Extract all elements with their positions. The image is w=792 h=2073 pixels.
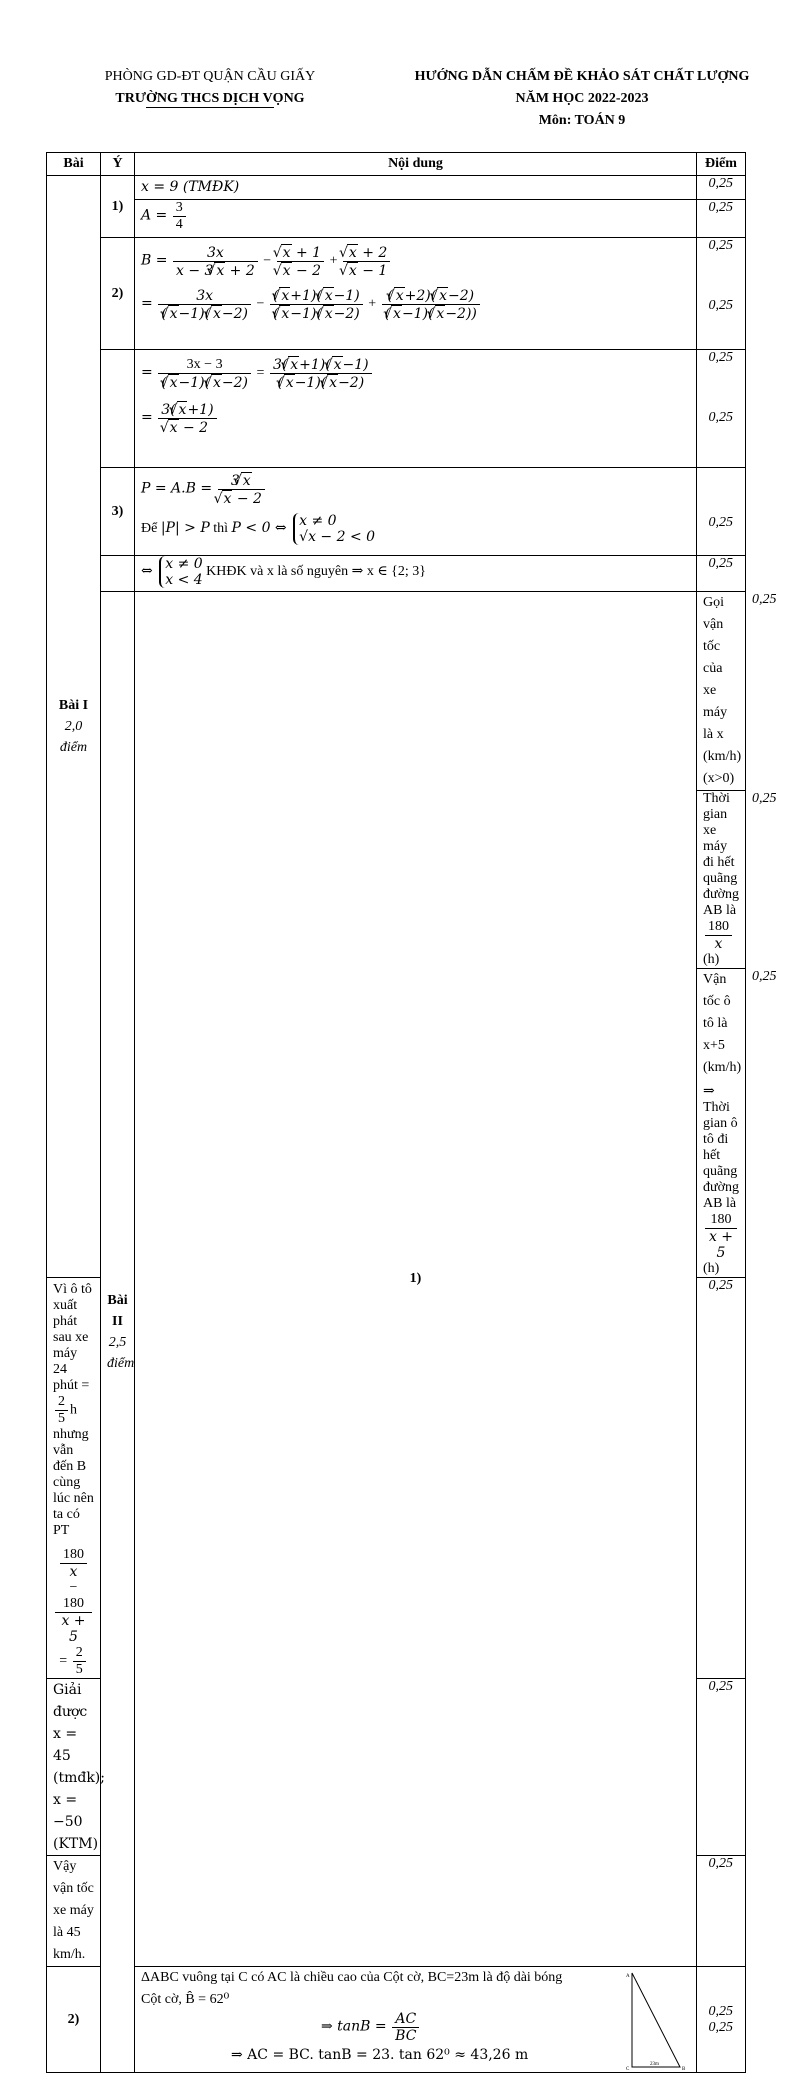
- y-1-label: 1): [101, 176, 135, 238]
- score-cell: 0,25: [697, 176, 746, 200]
- table-row: [47, 1967, 746, 2073]
- content-cell: Gọi vận tốc của xe máy là x (km/h) (x>0): [697, 592, 746, 791]
- score-cell: 0,25 0,25: [697, 1967, 746, 2073]
- content-cell: [135, 200, 697, 238]
- y-2-2-label: 2): [47, 1967, 101, 2073]
- y-3-label: 3): [101, 468, 135, 556]
- bai-2-points-unit: điểm: [107, 1356, 135, 1371]
- score-cell: 0,25: [697, 1679, 746, 1856]
- tri-label-a: A: [626, 1974, 630, 1979]
- content-cell: ΔABC vuông tại C có AC là chiều cao của Cột cờ, BC=23m là độ dài bóng Cột cờ, B̂ = 62⁰ ⇒ tanB = $\frac{AC}{BC}$ ⇒ AC = BC. tanB = 23. tan 62⁰ ≈ 43,26 m A C B 23m: [135, 1967, 697, 2073]
- score-cell: 0,25 0,25: [697, 238, 746, 350]
- tri-label-c: C: [626, 2067, 630, 2072]
- header-left: [60, 66, 360, 108]
- bai-1-label: Bài I: [58, 698, 89, 713]
- y-2-1-label: 1): [135, 592, 697, 1967]
- table-row: Vận tốc ô tô là x+5 (km/h) ⇒ Thời gian ô tô đi hết quãng đường AB là $\frac{180}{x + 5}$ (h) 0,25: [47, 969, 746, 1278]
- a-den: 4: [173, 216, 186, 233]
- content-cell: Vận tốc ô tô là x+5 (km/h) ⇒ Thời gian ô tô đi hết quãng đường AB là $\frac{180}{x + 5}$ (h): [697, 969, 746, 1278]
- a-lhs: A =: [141, 207, 168, 224]
- content-cell: Vì ô tô xuất phát sau xe máy 24 phút = $\frac{2}{5}$ h nhưng vẫn đến B cùng lúc nên ta có PT $\frac{180}{x}$ − $\frac{180}{x + 5}$ = $\frac{2}{5}$: [47, 1278, 101, 1679]
- score-cell: 0,25: [697, 468, 746, 556]
- flagpole-triangle: [626, 1971, 688, 2071]
- col-header-y: Ý: [101, 153, 135, 176]
- col-header-content: Nội dung: [135, 153, 697, 176]
- content-cell: [135, 350, 697, 468]
- col-header-bai: Bài: [47, 153, 101, 176]
- table-row: [47, 238, 746, 350]
- y-empty: [101, 350, 135, 468]
- bai-1-points-unit: điểm: [59, 740, 88, 755]
- score-cell: 0,25: [697, 200, 746, 238]
- col-header-score: Điểm: [697, 153, 746, 176]
- doc-title: HƯỚNG DẪN CHẤM ĐỀ KHẢO SÁT CHẤT LƯỢNG: [414, 69, 750, 84]
- table-row: Thời gian xe máy đi hết quãng đường AB là $\frac{180}{x}$ (h) 0,25: [47, 791, 746, 969]
- bai-2-points: 2,5: [108, 1335, 127, 1350]
- a-fraction: [173, 200, 186, 233]
- bai-1-cell: [47, 176, 101, 1278]
- y-2-label: 2): [101, 238, 135, 350]
- content-cell: ⇔ x ≠ 0 x < 4 KHĐK và x là số nguyên ⇒ x ∈ {2; 3}: [135, 556, 697, 592]
- department-name: PHÒNG GD-ĐT QUẬN CẦU GIẤY: [104, 69, 316, 84]
- equation: $\frac{180}{x}$ − $\frac{180}{x + 5}$ = $\frac{2}{5}$: [53, 1547, 94, 1678]
- score-cell: 0,25: [697, 1278, 746, 1679]
- b-common-denominator: = $\frac{3x}{(√ x-1)(√ x-2)}$ − $\frac{(√ x+1)(√ x-1)}{(√ x-1)(√ x-2)}$ + $\frac{(√ x+2)(√ x-2)}{(√ x-1)(√ x-2))}$: [141, 287, 690, 322]
- content-cell: Giải được x = 45 (tmđk); x = −50 (KTM): [47, 1679, 101, 1856]
- header-right: [392, 66, 772, 132]
- score-cell: 0,25: [697, 556, 746, 592]
- table-row: [47, 200, 746, 238]
- table-row: Bài II 2,5 điểm 1) Gọi vận tốc của xe máy là x (km/h) (x>0) 0,25: [47, 592, 746, 791]
- bai-1-points: 2,0: [64, 719, 83, 734]
- table-row: [47, 176, 746, 200]
- score-cell: 0,25 0,25: [697, 350, 746, 468]
- content-cell: Thời gian xe máy đi hết quãng đường AB là $\frac{180}{x}$ (h): [697, 791, 746, 969]
- p-definition: P = A.B = 3√ x √ x − 2: [141, 472, 690, 507]
- bai-2-label: Bài: [107, 1293, 128, 1308]
- school-name: TRƯỜNG THCS DỊCH VỌNG: [115, 91, 305, 106]
- table-row: [47, 468, 746, 556]
- content-cell: Vậy vận tốc xe máy là 45 km/h.: [47, 1856, 101, 1967]
- bai-2-cell: [101, 592, 135, 2073]
- table-row: [47, 350, 746, 468]
- content-cell: [135, 176, 697, 200]
- x-equals-9: x = 9 (TMĐK): [141, 179, 240, 195]
- b-simplify-2: = 3(√ x+1) √ x − 2: [141, 401, 690, 436]
- table-header-row: [47, 153, 746, 176]
- score-cell: 0,25: [697, 1856, 746, 1967]
- tri-label-len: 23m: [650, 2062, 659, 2067]
- school-year: NĂM HỌC 2022-2023: [515, 91, 649, 106]
- content-cell: [135, 468, 697, 556]
- b-simplify-1: = $\frac{3x - 3}{(√ x-1)(√ x-2)}$ = $\frac{3(√ x+1)(√ x-1)}{(√ x-1)(√ x-2)}$: [141, 356, 690, 391]
- p-condition: Để |P| > P thì P < 0 ⇔ x ≠ 0 √x − 2 < 0: [141, 513, 376, 545]
- answer-x-set: KHĐK và x là số nguyên ⇒ x ∈ {2; 3}: [206, 564, 427, 580]
- y-empty: [101, 556, 135, 592]
- a-num: 3: [175, 200, 183, 215]
- tri-label-b: B: [682, 2067, 686, 2072]
- triangle-shape: [632, 1973, 680, 2067]
- grading-table: [46, 152, 777, 2073]
- table-row: [47, 556, 746, 592]
- subject: Môn: TOÁN 9: [538, 113, 626, 128]
- content-cell: [135, 238, 697, 350]
- b-definition: B = $\frac{3x}{x - 3√ x + 2}$ − √ x + 1 √ x − 2 + √ x + 2 √ x − 1: [141, 244, 690, 279]
- bai-2-label-roman: II: [112, 1314, 123, 1329]
